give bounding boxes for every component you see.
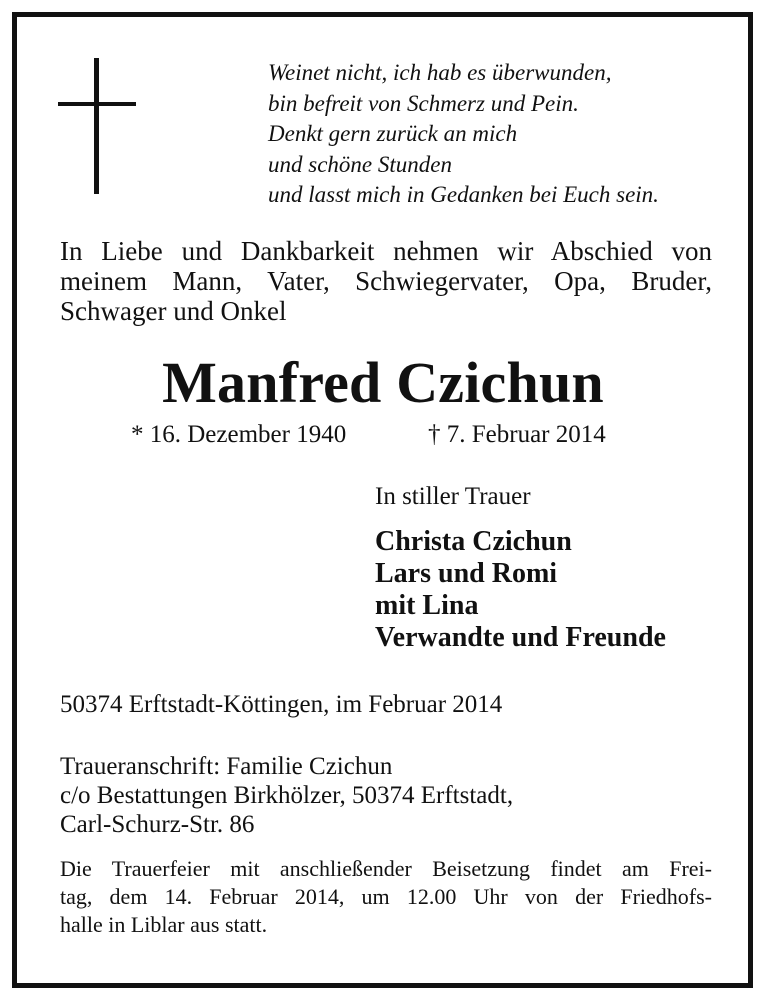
poem-line: bin befreit von Schmerz und Pein.: [268, 90, 579, 116]
cross-horizontal-beam: [58, 102, 136, 106]
mourner: Lars und Romi: [375, 558, 558, 589]
funeral-line: halle in Liblar aus statt.: [60, 912, 268, 937]
deceased-name: Manfred Czichun: [162, 350, 604, 415]
intro-line: Schwager und Onkel: [60, 296, 287, 326]
intro-line: meinem Mann, Vater, Schwiegervater, Opa, Bruder,: [60, 266, 712, 296]
address-line: c/o Bestattungen Birkhölzer, 50374 Erftstadt,: [60, 782, 514, 809]
mourning-label: In stiller Trauer: [375, 483, 531, 510]
cross-vertical-beam: [94, 58, 99, 194]
death-date: † 7. Februar 2014: [428, 421, 606, 448]
funeral-line: Die Trauerfeier mit anschließender Beisetzung findet am Frei-: [60, 856, 712, 881]
poem-line: und lasst mich in Gedanken bei Euch sein.: [268, 182, 659, 207]
place-and-date: 50374 Erftstadt-Köttingen, im Februar 2014: [60, 691, 503, 718]
mourner: mit Lina: [375, 590, 479, 621]
mourners-list: [375, 526, 666, 654]
birth-date: * 16. Dezember 1940: [131, 421, 347, 448]
address-line: Traueranschrift: Familie Czichun: [60, 753, 393, 780]
funeral-line: tag, dem 14. Februar 2014, um 12.00 Uhr von der Friedhofs-: [60, 884, 712, 909]
intro-text: [60, 236, 712, 326]
mourner: Christa Czichun: [375, 526, 572, 557]
border-right: [748, 12, 753, 988]
intro-line: In Liebe und Dankbarkeit nehmen wir Abschied von: [60, 236, 712, 266]
funeral-info: [60, 855, 712, 939]
address-line: Carl-Schurz-Str. 86: [60, 811, 255, 838]
cross-icon: [58, 58, 136, 194]
mourning-address: [60, 752, 513, 839]
poem-line: Weinet nicht, ich hab es überwunden,: [268, 60, 612, 85]
poem-line: Denkt gern zurück an mich: [268, 121, 518, 146]
border-bottom: [12, 983, 753, 988]
poem-line: und schöne Stunden: [268, 151, 452, 177]
border-top: [12, 12, 753, 17]
border-left: [12, 12, 17, 988]
mourner: Verwandte und Freunde: [375, 622, 666, 653]
poem: [268, 58, 728, 211]
